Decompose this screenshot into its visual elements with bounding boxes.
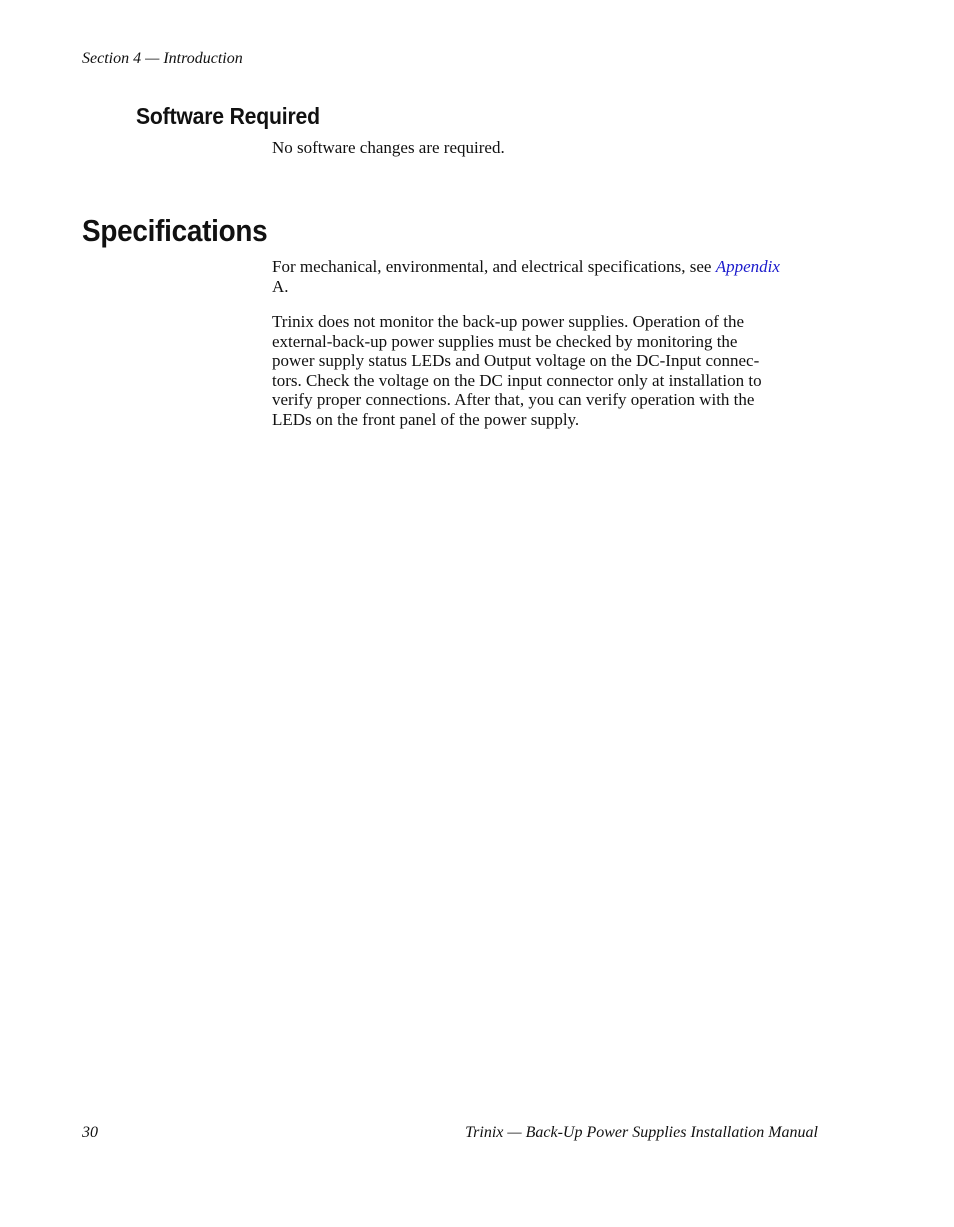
monitoring-line: external-back-up power supplies must be checked by monitoring the (272, 331, 738, 351)
software-required-body: No software changes are required. (272, 138, 505, 157)
monitoring-line: Trinix does not monitor the back-up power supplies. Operation of the (272, 312, 744, 331)
specifications-reference-line-2: A. (272, 276, 289, 296)
monitoring-line: tors. Check the voltage on the DC input connector only at installation to (272, 370, 762, 390)
appendix-link[interactable]: Appendix (715, 257, 780, 276)
monitoring-line: LEDs on the front panel of the power supply. (272, 409, 580, 429)
specifications-reference-text: For mechanical, environmental, and electrical specifications, see (272, 257, 716, 276)
specifications-heading: Specifications (82, 213, 268, 248)
page-number: 30 (82, 1124, 98, 1141)
running-header: Section 4 — Introduction (82, 50, 243, 67)
software-required-heading: Software Required (136, 103, 320, 129)
monitoring-line: verify proper connections. After that, you can verify operation with the (272, 390, 755, 410)
monitoring-line: power supply status LEDs and Output voltage on the DC-Input connec- (272, 351, 760, 371)
footer-manual-title: Trinix — Back-Up Power Supplies Installation Manual (465, 1124, 818, 1141)
specifications-reference-line-1 (272, 257, 820, 277)
specifications-reference-paragraph (272, 257, 820, 296)
monitoring-paragraph (272, 312, 820, 430)
